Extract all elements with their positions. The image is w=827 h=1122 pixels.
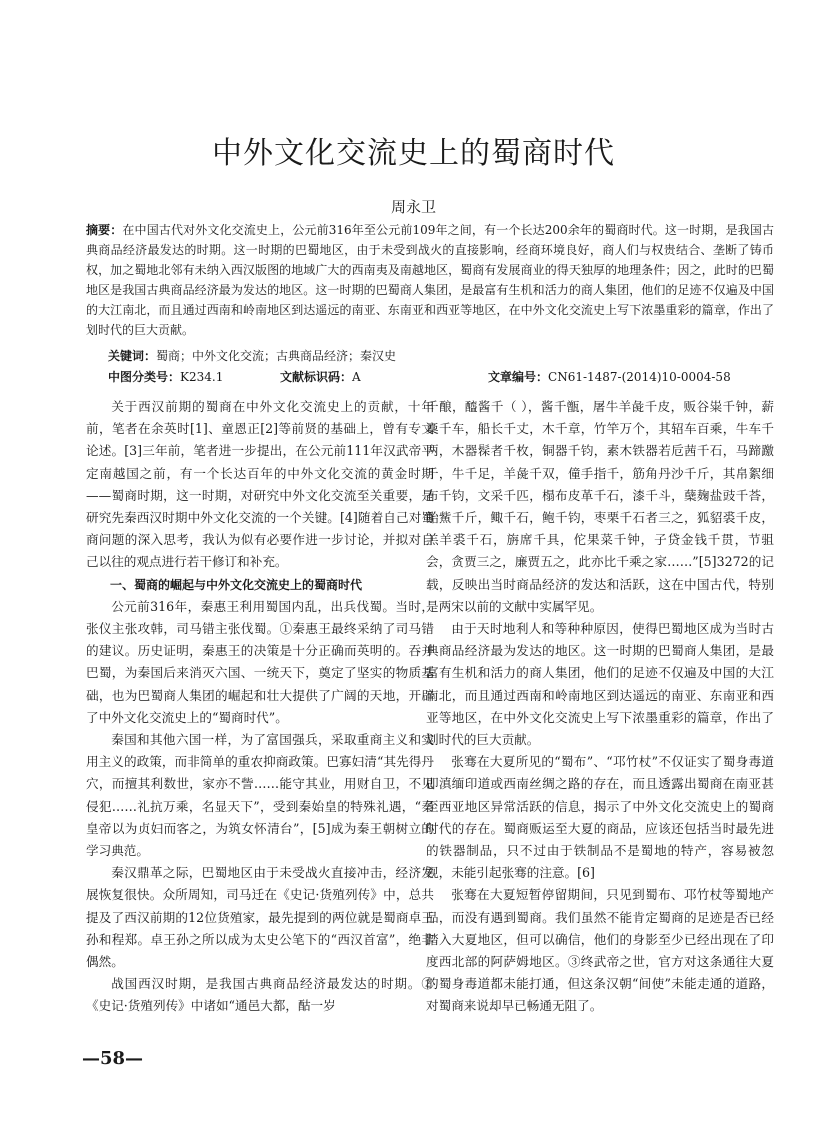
document-code	[280, 368, 361, 386]
paragraph: 战国西汉时期，是我国古典商品经济最发达的时期。②《史记·货殖列传》中诸如“通邑大都，酤一岁	[86, 976, 434, 1014]
abstract	[86, 220, 774, 340]
section-heading: 一、蜀商的崛起与中外文化交流史上的蜀商时代	[110, 577, 363, 592]
clc-label: 中图分类号：	[108, 370, 181, 384]
page-number: —58—	[82, 1048, 144, 1069]
keywords-text: 蜀商；中外文化交流；古典商品经济；秦汉史	[156, 349, 397, 363]
abstract-label: 摘要：	[86, 223, 123, 237]
paragraph: 由于天时地利人和等种种原因，使得巴蜀地区成为当时古典商品经济最为发达的地区。这一时期的巴蜀商人集团，是最富有生机和活力的商人集团，他们的足迹不仅遍及中国的大江南北，而且通过西南和岭南地区到达遥远的南亚、东南亚和西亚等地区，在中外文化交流史上写下浓墨重彩的篇章，作出了划时代的巨大贡献。	[426, 621, 774, 748]
paragraph: 关于西汉前期的蜀商在中外文化交流史上的贡献，十年前，笔者在余英时[1]、童恩正[2]等前贤的基础上，曾有专文论述。[3]三年前，笔者进一步提出，在公元前111年汉武帝平定南越国之前，有一个长达百年的中外文化交流的黄金时期——蜀商时期，这一时期，对研究中外文化交流至关重要，是研究先秦西汉时期中外文化交流的一个关键。[4]随着自己对蜀商问题的深入思考，我认为似有必要作进一步讨论，并拟对自己以往的观点进行若干修订和补充。	[86, 399, 434, 570]
paragraph: 张骞在大夏短暂停留期间，只见到蜀布、邛竹杖等蜀地产品，而没有遇到蜀商。我们虽然不能肯定蜀商的足迹是否已经踏入大夏地区，但可以确信，他们的身影至少已经出现在了印度西北部的阿萨姆地区。③终武帝之世，官方对这条通往大夏的蜀身毒道都未能打通，但这条汉朝“间使”未能走通的道路，对蜀商来说却早已畅通无阻了。	[426, 887, 774, 1014]
article-number	[488, 368, 731, 386]
classification-line	[108, 368, 768, 386]
paragraph: 公元前316年，秦惠王利用蜀国内乱，出兵伐蜀。当时，张仪主张攻韩，司马错主张伐蜀。①秦惠王最终采纳了司马错的建议。历史证明，秦惠王的决策是十分正确而英明的。吞并巴蜀，为秦国后来消灭六国、一统天下，奠定了坚实的物质基础，也为巴蜀商人集团的崛起和壮大提供了广阔的天地，开辟了中外文化交流史上的“蜀商时代”。	[86, 598, 434, 725]
paragraph: 张骞在大夏所见的“蜀布”、“邛竹杖”不仅证实了蜀身毒道即滇缅印道或西南丝绸之路的存在，而且透露出蜀商在南亚甚至西亚地区异常活跃的信息，揭示了中外文化交流史上的蜀商时代的存在。蜀商贩运至大夏的商品，应该还包括当时最先进的铁器制品，只不过由于铁制品不是蜀地的特产，容易被忽视，未能引起张骞的注意。[6]	[426, 754, 774, 881]
article-title: 中外文化交流史上的蜀商时代	[212, 136, 615, 171]
abstract-text: 在中国古代对外文化交流史上，公元前316年至公元前109年之间，有一个长达200余年的蜀商时代。这一时期，是我国古典商品经济最发达的时期。这一时期的巴蜀地区，由于未受到战火的直接影响，经商环境良好，商人们与权贵结合、垄断了铸币权，加之蜀地北邻有未纳入西汉版图的地域广大的西南夷及南越地区，蜀商有发展商业的得天独厚的地理条件；因之，此时的巴蜀地区是我国古典商品经济最为发达的地区。这一时期的巴蜀商人集团，是最富有生机和活力的商人集团，他们的足迹不仅遍及中国的大江南北，而且通过西南和岭南地区到达遥远的南亚、东南亚和西亚等地区，在中外文化交流史上写下浓墨重彩的篇章，作出了划时代的巨大贡献。	[86, 223, 774, 337]
keywords-label: 关键词：	[108, 349, 157, 363]
clc-value: K234.1	[180, 370, 224, 384]
clc-number	[108, 368, 223, 386]
body-column-left	[86, 396, 434, 1018]
article-value: CN61-1487-(2014)10-0004-58	[548, 370, 731, 384]
paragraph: 秦汉鼎革之际，巴蜀地区由于未受战火直接冲击，经济发展恢复很快。众所周知，司马迁在《史记·货殖列传》中，总共提及了西汉前期的12位货殖家，最先提到的两位就是蜀商卓王孙和程郑。卓王孙之所以成为太史公笔下的“西汉首富”，绝非偶然。	[86, 865, 434, 970]
paragraph: 秦国和其他六国一样，为了富国强兵，采取重商主义和实用主义的政策，而非简单的重农抑商政策。巴寡妇清“其先得丹穴，而擅其利数世，家亦不訾……能守其业，用财自卫，不见侵犯……礼抗万乘，名显天下”，受到秦始皇的特殊礼遇，“秦皇帝以为贞妇而客之，为筑女怀清台”，[5]成为秦王朝树立的学习典范。	[86, 732, 434, 859]
doc-value: A	[352, 370, 361, 384]
body-column-right	[426, 396, 774, 1018]
doc-label: 文献标识码：	[280, 370, 353, 384]
article-label: 文章编号：	[488, 370, 549, 384]
paragraph-continuation: 千酿，醯酱千（ ），酱千甑，屠牛羊彘千皮，贩谷粜千钟，薪稾千车，船长千丈，木千章，竹竿万个，其轺车百乘，牛车千两，木器髹者千枚，铜器千钧，素木铁器若卮茜千石，马蹄躈千，牛千足，羊彘千双，僮手指千，筋角丹沙千斤，其帛絮细布千钧，文采千匹，榻布皮革千石，漆千斗，蘖麹盐豉千荅，鲐鮆千斤，鲰千石，鲍千钧，枣栗千石者三之，狐貂裘千皮，羔羊裘千石，旃席千具，佗果菜千钟，子贷金钱千贯，节驵会，贪贾三之，廉贾五之，此亦比千乘之家……”[5]3272的记载，反映出当时商品经济的发达和活跃，这在中国古代，特别是两宋以前的文献中实属罕见。	[426, 399, 774, 614]
keywords	[108, 347, 768, 365]
author-name: 周永卫	[390, 198, 436, 216]
